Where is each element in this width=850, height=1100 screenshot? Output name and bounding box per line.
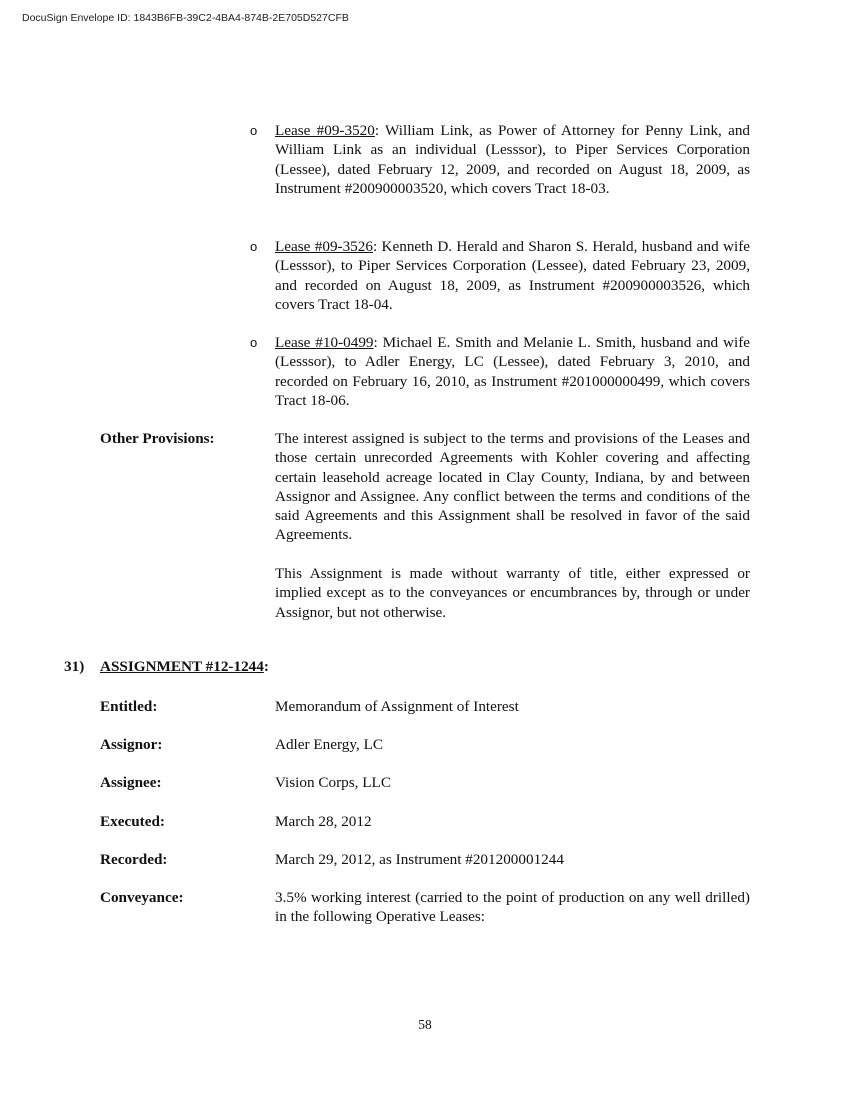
section-title bbox=[100, 657, 269, 676]
section-number: 31) bbox=[64, 658, 85, 675]
lease-reference: Lease #09-3520 bbox=[275, 122, 375, 139]
lease-item bbox=[250, 237, 750, 314]
bullet-icon: o bbox=[250, 239, 258, 254]
lease-reference: Lease #09-3526 bbox=[275, 238, 373, 255]
field-label-conveyance: Conveyance: bbox=[100, 889, 184, 906]
field-label-executed: Executed: bbox=[100, 813, 165, 830]
section-title-suffix: : bbox=[263, 658, 269, 675]
other-provisions-label: Other Provisions: bbox=[100, 430, 215, 447]
field-value-executed: March 28, 2012 bbox=[275, 813, 372, 830]
field-value-conveyance: 3.5% working interest (carried to the point of production on any well drilled) in the following Operative Leases: bbox=[275, 889, 750, 926]
section-title-text: ASSIGNMENT #12-1244 bbox=[100, 658, 264, 675]
lease-description: : Michael E. Smith and Melanie L. Smith, husband and wife (Lesssor), to Adler Energy, LC (Lessee), dated February 3, 2010, and recorded on February 16, 2010, as Instrument #201000000499, which covers Tract 18-06. bbox=[275, 334, 751, 409]
bullet-icon: o bbox=[250, 123, 258, 138]
lease-text bbox=[275, 333, 750, 410]
lease-description: : William Link, as Power of Attorney for Penny Link, and William Link as an individual (Lesssor), to Piper Services Corporation (Lessee), dated February 12, 2009, and recorded on August 18, 2009, as Instrument #200900003520, which covers Tract 18-03. bbox=[275, 122, 751, 197]
provision-paragraph: This Assignment is made without warranty of title, either expressed or implied except as to the conveyances or encumbrances by, through or under Assignor, but not otherwise. bbox=[275, 565, 750, 621]
field-label-recorded: Recorded: bbox=[100, 851, 168, 868]
lease-text bbox=[275, 237, 750, 314]
field-value-assignee: Vision Corps, LLC bbox=[275, 774, 391, 791]
lease-description: : Kenneth D. Herald and Sharon S. Herald, husband and wife (Lesssor), to Piper Services Corporation (Lessee), dated February 23, 2009, and recorded on August 18, 2009, as Instrument #200900003526, which covers Tract 18-04. bbox=[275, 238, 750, 313]
provision-paragraph: The interest assigned is subject to the terms and provisions of the Leases and those certain unrecorded Agreements with Kohler covering and affecting certain leasehold acreage located in Clay County, Indiana, by and between Assignor and Assignee. Any conflict between the terms and conditions of the said Agreements and this Assignment shall be resolved in favor of the said Agreements. bbox=[275, 430, 750, 544]
page-number: 58 bbox=[418, 1017, 432, 1032]
lease-item bbox=[250, 121, 750, 198]
field-value-recorded: March 29, 2012, as Instrument #201200001244 bbox=[275, 851, 564, 868]
field-label-assignee: Assignee: bbox=[100, 774, 162, 791]
other-provisions-text bbox=[275, 429, 750, 622]
field-value-entitled: Memorandum of Assignment of Interest bbox=[275, 698, 519, 715]
field-label-entitled: Entitled: bbox=[100, 698, 158, 715]
lease-text bbox=[275, 121, 750, 198]
docusign-envelope-id: DocuSign Envelope ID: 1843B6FB-39C2-4BA4-874B-2E705D527CFB bbox=[22, 12, 349, 24]
field-value-assignor: Adler Energy, LC bbox=[275, 736, 383, 753]
bullet-icon: o bbox=[250, 335, 258, 350]
lease-item bbox=[250, 333, 750, 410]
field-label-assignor: Assignor: bbox=[100, 736, 163, 753]
lease-reference: Lease #10-0499 bbox=[275, 334, 374, 351]
